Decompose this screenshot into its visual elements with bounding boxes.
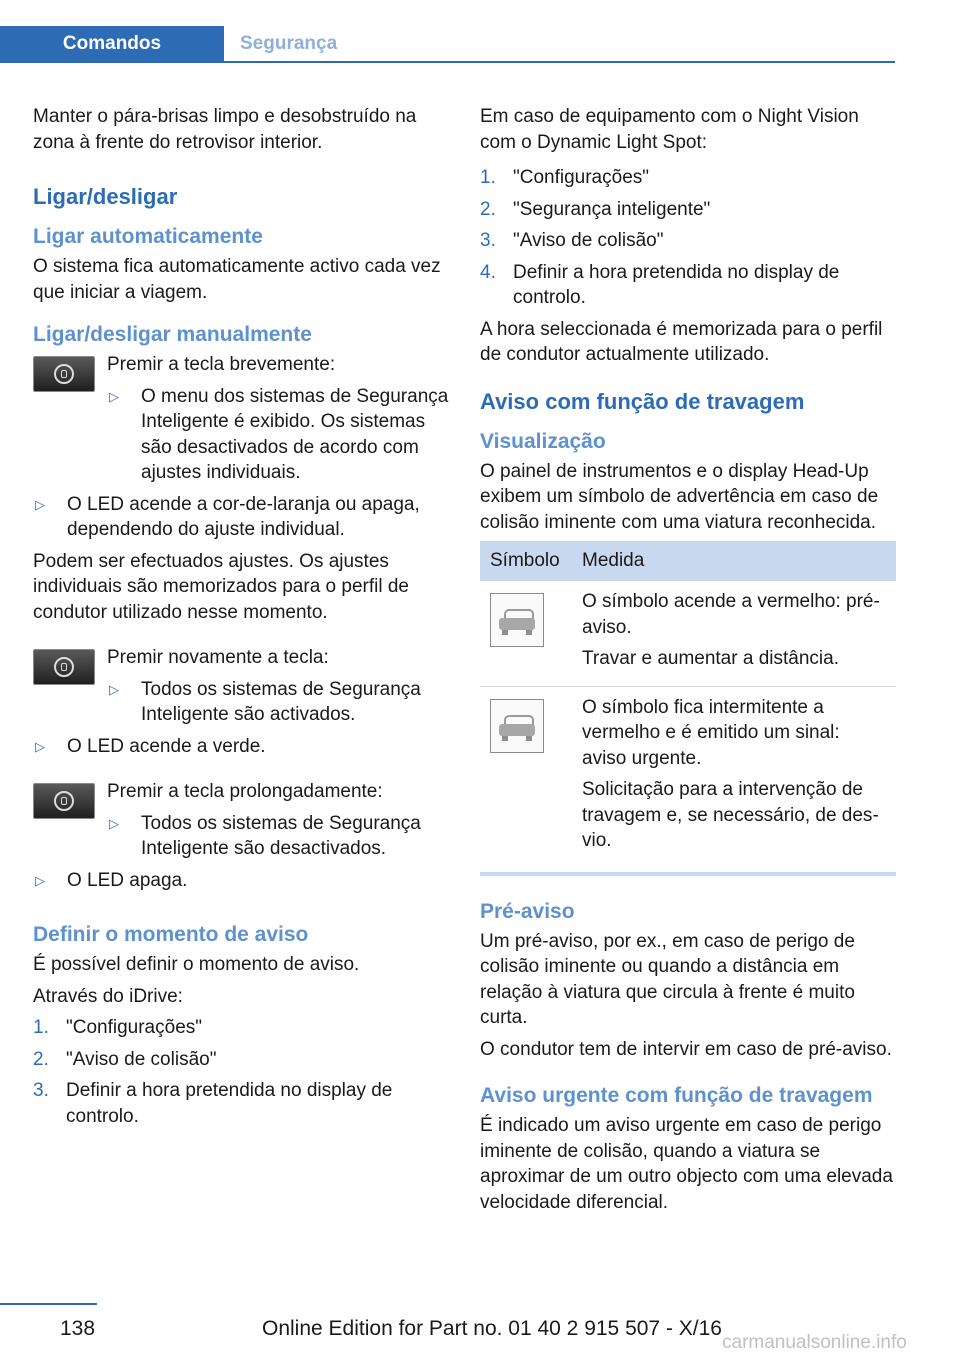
- list-item: ▷ O LED acende a cor-de-laranja ou apaga, dependendo do ajuste individual.: [35, 493, 420, 540]
- pre-warning-text-1: Um pré-aviso, por ex., em caso de perigo de colisão iminente ou quando a distância em relação à viatura que circula à frente é muito curta.: [480, 930, 855, 1028]
- time-saved-text: A hora seleccionada é memorizada para o perfil de condutor actualmente utilizado.: [480, 318, 883, 365]
- list-item: ▷ O LED apaga.: [33, 868, 449, 894]
- list-item: 1. "Configurações": [480, 167, 650, 188]
- night-vision-text: Em caso de equipamento com o Night Vision com o Dynamic Light Spot:: [480, 106, 859, 153]
- list-item: 4. Definir a hora pretendida no display de controlo.: [480, 261, 840, 308]
- triangle-bullet-icon: ▷: [109, 815, 119, 831]
- intro-text: Manter o pára-brisas limpo e desobstruído na zona à frente do retrovisor interior.: [33, 106, 417, 153]
- triangle-bullet-icon: ▷: [35, 872, 45, 888]
- idrive-text: Através do iDrive:: [33, 985, 183, 1007]
- safety-button-icon: [33, 649, 95, 685]
- tab-comandos[interactable]: Comandos: [0, 26, 224, 61]
- edition-text: Online Edition for Part no. 01 40 2 915 507 - X/16: [262, 1317, 722, 1340]
- left-column: [33, 104, 449, 1135]
- list-item: ▷ O LED acende a verde.: [33, 734, 449, 760]
- list-item: ▷ Todos os sistemas de Segurança Inteligente são desactivados.: [109, 812, 421, 859]
- heading-warning-time: Definir o momento de aviso: [33, 923, 309, 946]
- car-warning-icon: [490, 593, 544, 647]
- heading-brake-warning: Aviso com função de travagem: [480, 388, 805, 414]
- list-item: ▷ Todos os sistemas de Segurança Inteligente são activados.: [109, 678, 421, 725]
- list-item: ▷ O menu dos sistemas de Segurança Inteligente é exibido. Os sistemas são desactivados de acordo com ajustes individuais.: [109, 385, 449, 483]
- safety-button-icon: [33, 356, 95, 392]
- car-warning-icon: [490, 699, 544, 753]
- heading-auto-on: Ligar automaticamente: [33, 225, 263, 248]
- table-row: O símbolo acende a vermelho: pré-aviso. Travar e aumentar a distância.: [480, 581, 896, 686]
- list-item: 3. Definir a hora pretendida no display de controlo.: [33, 1080, 393, 1127]
- key-block-again: [33, 645, 449, 728]
- symbol-table: [480, 541, 896, 868]
- key-again-text: Premir novamente a tecla:: [107, 647, 329, 668]
- page-number: 138: [60, 1317, 96, 1340]
- triangle-bullet-icon: ▷: [109, 388, 119, 404]
- pre-warning-text-2: O condutor tem de intervir em caso de pré-aviso.: [480, 1038, 892, 1060]
- settings-text: Podem ser efectuados ajustes. Os ajustes individuais são memorizados para o perfil de condutor utilizado nesse momento.: [33, 550, 409, 623]
- key-short-text: Premir a tecla brevemente:: [107, 354, 336, 375]
- page-number-rule: [0, 1303, 97, 1305]
- table-row: O símbolo fica intermitente a vermelho e é emitido um sinal: aviso urgente. Solicitação para a intervenção de travagem e, se necessário, de desvio.: [480, 686, 896, 868]
- heading-pre-warning: Pré-aviso: [480, 899, 575, 923]
- auto-on-text: O sistema fica automaticamente activo cada vez que iniciar a viagem.: [33, 256, 441, 303]
- triangle-bullet-icon: ▷: [35, 738, 45, 754]
- display-text: O painel de instrumentos e o display Head-Up exibem um símbolo de advertência em caso de colisão iminente com uma viatura reconhecida.: [480, 460, 879, 533]
- triangle-bullet-icon: ▷: [35, 496, 45, 512]
- right-steps: [480, 165, 896, 311]
- heading-urgent-warning: Aviso urgente com função de travagem: [480, 1084, 873, 1107]
- heading-display: Visualização: [480, 429, 606, 453]
- urgent-warning-text: É indicado um aviso urgente em caso de perigo iminente de colisão, quando a viatura se aproximar de um outro objecto com uma elevada velocidade diferencial.: [480, 1115, 893, 1213]
- heading-on-off: Ligar/desligar: [33, 184, 178, 209]
- key-block-short: [33, 352, 449, 486]
- list-item: 2. "Aviso de colisão": [33, 1048, 217, 1070]
- key-block-long: [33, 779, 449, 862]
- watermark-text: carmanualsonline.info: [722, 1332, 907, 1353]
- col-symbol-header: Símbolo: [480, 541, 572, 581]
- key-long-text: Premir a tecla prolongadamente:: [107, 781, 383, 802]
- left-steps: [33, 1015, 449, 1129]
- warning-time-text: É possível definir o momento de aviso.: [33, 954, 360, 975]
- col-measure-header: Medida: [572, 541, 896, 581]
- list-item: 3. "Aviso de colisão": [480, 230, 664, 251]
- triangle-bullet-icon: ▷: [109, 681, 119, 697]
- right-column: [480, 104, 896, 1221]
- heading-manual-on-off: Ligar/desligar manualmente: [33, 323, 312, 346]
- chapter-tabbar: [0, 26, 895, 63]
- safety-button-icon: [33, 783, 95, 819]
- list-item: 2. "Segurança inteligente": [480, 198, 711, 220]
- tab-seguranca[interactable]: Segurança: [240, 33, 338, 54]
- list-item: 1. "Configurações": [33, 1017, 203, 1038]
